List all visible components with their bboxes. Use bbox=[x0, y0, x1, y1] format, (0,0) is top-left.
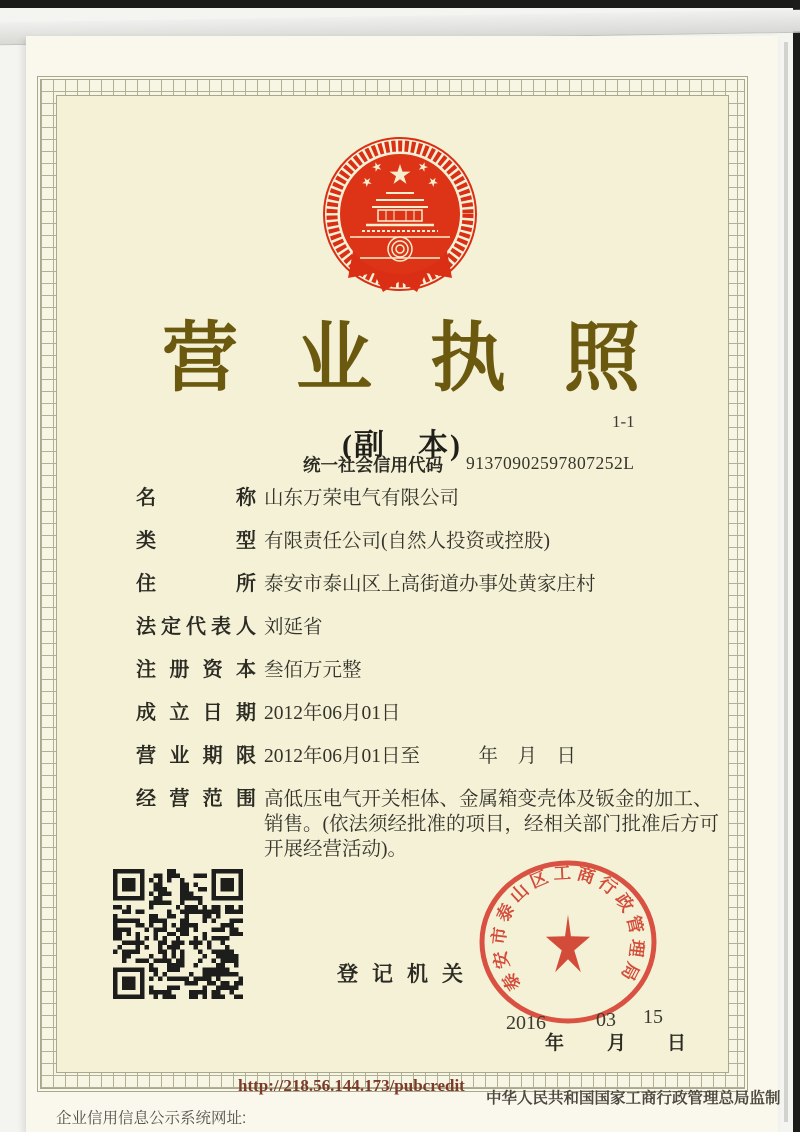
field-value: 刘延省 bbox=[264, 617, 323, 638]
issue-month: 03 bbox=[596, 1009, 616, 1031]
issuing-authority-note: 中华人民共和国国家工商行政管理总局监制 bbox=[486, 1090, 781, 1107]
issue-day: 15 bbox=[643, 1006, 663, 1028]
credit-code-label: 统一社会信用代码 bbox=[303, 455, 443, 475]
field-label: 经营范围 bbox=[136, 788, 256, 810]
certificate-title bbox=[162, 317, 640, 401]
title-char: 执 bbox=[430, 317, 506, 401]
certificate-field-row bbox=[136, 572, 728, 597]
credit-code-value: 91370902597807252L bbox=[466, 453, 635, 473]
page-number: 1-1 bbox=[612, 412, 635, 431]
field-value: 叁佰万元整 bbox=[264, 660, 362, 681]
field-label: 营业期限 bbox=[136, 745, 256, 767]
issue-year-unit: 年 bbox=[545, 1033, 565, 1054]
certificate-field-row bbox=[136, 486, 728, 511]
certificate-field-row bbox=[136, 658, 728, 683]
china-national-emblem-icon bbox=[320, 136, 480, 300]
title-char: 营 bbox=[162, 317, 238, 401]
field-value: 泰安市泰山区上高街道办事处黄家庄村 bbox=[264, 574, 596, 595]
registry-authority-label: 登记机关 bbox=[337, 963, 477, 986]
plastic-sleeve-line bbox=[784, 42, 788, 1122]
field-value: 2012年06月01日 bbox=[264, 703, 401, 724]
certificate-field-row bbox=[136, 744, 728, 769]
seal-text: 泰安市泰山区工商行政管理局 bbox=[488, 862, 648, 995]
duplicate-copy-subtitle: (副 本) bbox=[342, 429, 462, 462]
field-label: 注册资本 bbox=[136, 659, 256, 681]
field-label: 名称 bbox=[136, 487, 256, 509]
field-value: 山东万荣电气有限公司 bbox=[264, 488, 460, 509]
field-value: 高低压电气开关柜体、金属箱变壳体及钣金的加工、销售。(依法须经批准的项目，经相关部门批准后方可开展经营活动)。 bbox=[264, 789, 719, 860]
certificate-fields bbox=[136, 486, 728, 880]
scanner-edge-right bbox=[793, 0, 800, 1132]
qr-code bbox=[113, 868, 243, 1000]
official-red-seal bbox=[473, 855, 663, 1033]
certificate-field-row bbox=[136, 529, 728, 554]
field-label: 成立日期 bbox=[136, 702, 256, 724]
certificate-field-row bbox=[136, 701, 728, 726]
title-char: 业 bbox=[296, 317, 372, 401]
issue-month-unit: 月 bbox=[607, 1033, 627, 1054]
public-credit-url: http://218.56.144.173/pubcredit bbox=[238, 1076, 465, 1095]
credit-info-site-note: 企业信用信息公示系统网址: bbox=[56, 1110, 247, 1127]
title-char: 照 bbox=[564, 317, 640, 401]
field-label: 类型 bbox=[136, 530, 256, 552]
certificate-field-row bbox=[136, 615, 728, 640]
issue-day-unit: 日 bbox=[667, 1033, 687, 1054]
field-value: 2012年06月01日至 年 月 日 bbox=[264, 746, 577, 767]
field-label: 法定代表人 bbox=[136, 616, 256, 638]
issue-year: 2016 bbox=[506, 1012, 546, 1034]
field-value: 有限责任公司(自然人投资或控股) bbox=[264, 531, 550, 552]
certificate-field-row bbox=[136, 787, 728, 862]
field-label: 住所 bbox=[136, 573, 256, 595]
scanner-edge-top bbox=[0, 0, 800, 8]
